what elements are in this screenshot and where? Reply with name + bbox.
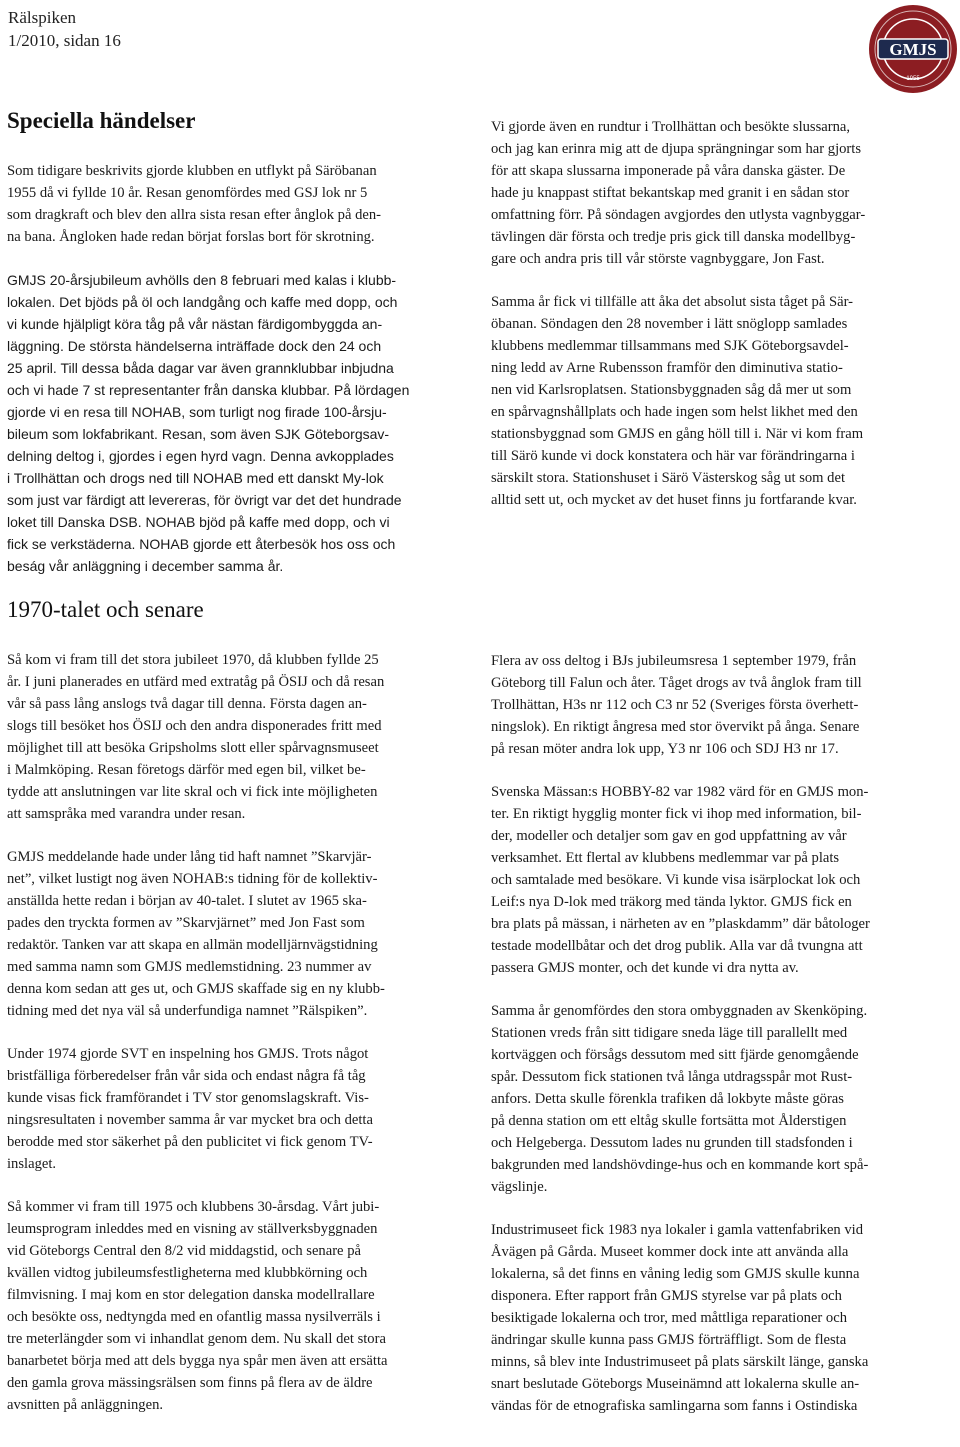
logo-text: GMJS	[889, 40, 937, 59]
paragraph: Under 1974 gjorde SVT en inspelning hos GMJS. Trots något bristfälliga förberedelser från vår sida och endast några få tåg kunde visas fick framförandet i TV stor genomslagskraft. Vis- ningsresultaten i november samma år var mycket bra och detta berodde med stor säkerhet på den publicitet vi fick genom TV- inslaget.	[7, 1046, 373, 1172]
paragraph: Samma år genomfördes den stora ombyggnaden av Skenköping. Stationen vreds från sitt tidigare sneda läge till parallellt med kortväggen och försågs dessutom med sitt fjärde genomgående spår. Dessutom fick stationen två långa utdragsspår mot Rust- anfors. Detta skulle förenkla trafiken då lokbyte måste göras på denna station om ett eltåg skulle fortsätta mot Ålderstigen och Helgeberga. Dessutom lades nu grunden till stadsfonden i bakgrunden med landshövdinge-hus och en kommande kort spå- vägslinje.	[491, 1003, 869, 1195]
paragraph: Flera av oss deltog i BJs jubileumsresa 1 september 1979, från Göteborg till Falun och åter. Tåget drogs av två ånglok fram till Trollhättan, H3s nr 112 och C3 nr 52 (Sveriges första överhett- ningslok). En riktigt ångresa med stor övervikt på ånga. Senare på resan möter andra lok upp, Y3 nr 106 och SDJ H3 nr 17.	[491, 653, 862, 757]
paragraph: GMJS meddelande hade under lång tid haft namnet ”Skarvjär- net”, vilket lustigt nog även NOHAB:s tidning för de kollektiv- anställda hette redan i början av 40-talet. I slutet av 1965 ska- pades den tryckta formen av ”Skarvjärnet” med Jon Fast som redaktör. Tanken var att skapa en allmän modelljärnvägstidning med samma namn som GMJS medlemstidning. 23 nummer av denna kom sedan att ges ut, och GMJS skaffade sig en ny klubb- tidning med det nya väl så underfundiga namnet ”Rälspiken”.	[7, 849, 385, 1019]
section2-left-column	[7, 649, 473, 1437]
section1-left-column	[7, 160, 473, 598]
section1-right-column	[491, 116, 957, 532]
paragraph: Så kommer vi fram till 1975 och klubbens 30-årsdag. Vårt jubi- leumsprogram inleddes med en visning av ställverksbyggnaden vid Göteborgs Central den 8/2 vid middagstid, och senare på kvällen vidtog jubileumsfestligheterna med klubbkörning och filmvisning. I maj kom en stor delegation danska modellrallare och besökte oss, nedtyngda med en ofantlig massa nysilverräls i tre meterlängder som vi inhandlat genom dem. Nu skall det stora banarbetet börja med att dels bygga nya spår men även att ersätta den gamla grova mässingsrälsen som finns på flera av de äldre avsnitten på anläggningen.	[7, 1199, 388, 1413]
issue-page-number: 1/2010, sidan 16	[8, 31, 121, 50]
paragraph: Som tidigare beskrivits gjorde klubben en utflykt på Säröbanan 1955 då vi fyllde 10 år. Resan genomfördes med GSJ lok nr 5 som dragkraft och blev den allra sista resan efter ånglok på den- na bana. Ångloken hade redan börjat forslas bort för skrotning.	[7, 163, 382, 245]
paragraph: Samma år fick vi tillfälle att åka det absolut sista tåget på Sär- öbanan. Söndagen den 28 november i lätt snöglopp samlades klubbens medlemmar tillsammans med SJK Göteborgsavdel- ning ledd av Arne Rubensson framför den diminutiva statio- nen vid Karlsroplatsen. Stationsbyggnaden såg då mer ut som en spårvagnshållplats och hade ingen som helst likhet med den stationsbyggnad som GMJS en gång höll till i. När vi kom fram till Särö kunde vi dock konstatera och här var förändringarna i särskilt stora. Stationshuset i Särö Västerskog såg ut som det alltid sett ut, och mycket av det huset finns ju fortfarande kvar.	[491, 294, 864, 508]
paragraph: Vi gjorde även en rundtur i Trollhättan och besökte slussarna, och jag kan erinra mig att de djupa sprängningar som har gjorts för att skapa slussarna imponerade på våra danska gäster. De hade ju knappast stiftat bekantskap med granit i en sådan stor omfattning förr. På söndagen avgjordes den utlysta vagnbyggar- tävlingen där första och tredje pris gick till danska modellbyg- gare och andra pris till vår störste vagnbyggare, Jon Fast.	[491, 119, 866, 267]
section-heading-1970s: 1970-talet och senare	[7, 597, 204, 622]
paragraph: GMJS 20-årsjubileum avhölls den 8 februari med kalas i klubb- lokalen. Det bjöds på öl och landgång och kaffe med dopp, och vi kunde hjälpligt köra tåg på vår nästan färdigombyggda an- läggning. De största händelserna inträffade dock den 24 och 25 april. Till dessa båda dagar var även grannklubbar inbjudna och vi hade 7 st representanter från danska klubbar. På lördagen gjorde vi en resa till NOHAB, som turligt nog firade 100-årsju- bileum som lokfabrikant. Resan, som även SJK Göteborgsav- delning deltog i, gjordes i egen hyrd vagn. Denna avkopplades i Trollhättan och drogs ned till NOHAB med ett danskt My-lok som just var färdigt att levereras, för övrigt var det det hundrade loket till Danska DSB. NOHAB bjöd på kaffe med dopp, och vi fick se verkstäderna. NOHAB gjorde ett återbesök hos oss och beság vår anläggning i december samma år.	[7, 272, 410, 574]
page-header	[8, 6, 121, 52]
paragraph: Industrimuseet fick 1983 nya lokaler i gamla vattenfabriken vid Åvägen på Gårda. Museet kommer dock inte att använda alla lokalerna, så det finns en våning ledig som GMJS skulle kunna disponera. Efter rapport från GMJS styrelse var på plats och besiktigade lokalerna och tror, med måttliga reparationer och ändringar skulle kunna pass GMJS förträffligt. Som de flesta minns, så blev inte Industrimuseet på plats särskilt länge, ganska snart beslutade Göteborgs Museinämnd att lokalerna skulle an- vändas för de etnografiska samlingarna som fanns i Ostindiska	[491, 1222, 869, 1414]
section-heading-special-events: Speciella händelser	[7, 108, 196, 133]
section2-right-column	[491, 650, 957, 1438]
paragraph: Svenska Mässan:s HOBBY-82 var 1982 värd för en GMJS mon- ter. En riktigt hygglig monter fick vi ihop med information, bil- der, modeller och detaljer som gav en god uppfattning av vår verksamhet. Ett flertal av klubbens medlemmar var på plats och samtalade med besökare. Vi kunde visa isärplockat lok och Leif:s nya D-lok med träkorg med tända lyktor. GMJS fick en bra plats på mässan, i närheten av en ”plaskdamm” där båtologer testade modellbåtar och det drog publik. Alla var då tvungna att passera GMJS monter, och det kunde vi dra nytta av.	[491, 784, 870, 976]
gmjs-logo	[868, 4, 958, 94]
paragraph: Så kom vi fram till det stora jubileet 1970, då klubben fyllde 25 år. I juni planerades en utfärd med extratåg på ÖSIJ och då resan vår så pass lång anslogs två dagar till denna. Första dagen an- slogs till besöket hos ÖSIJ och den andra disponerades fritt med möjlighet till att besöka Gripsholms slott eller spårvagnsmuseet i Malmköping. Resan företogs därför med egen bil, vilket be- tydde att anslutningen var lite skral och vi fick inte möjligheten att samspråka med varandra under resan.	[7, 652, 385, 822]
publication-name: Rälspiken	[8, 8, 76, 27]
logo-year: 1955	[906, 76, 920, 82]
